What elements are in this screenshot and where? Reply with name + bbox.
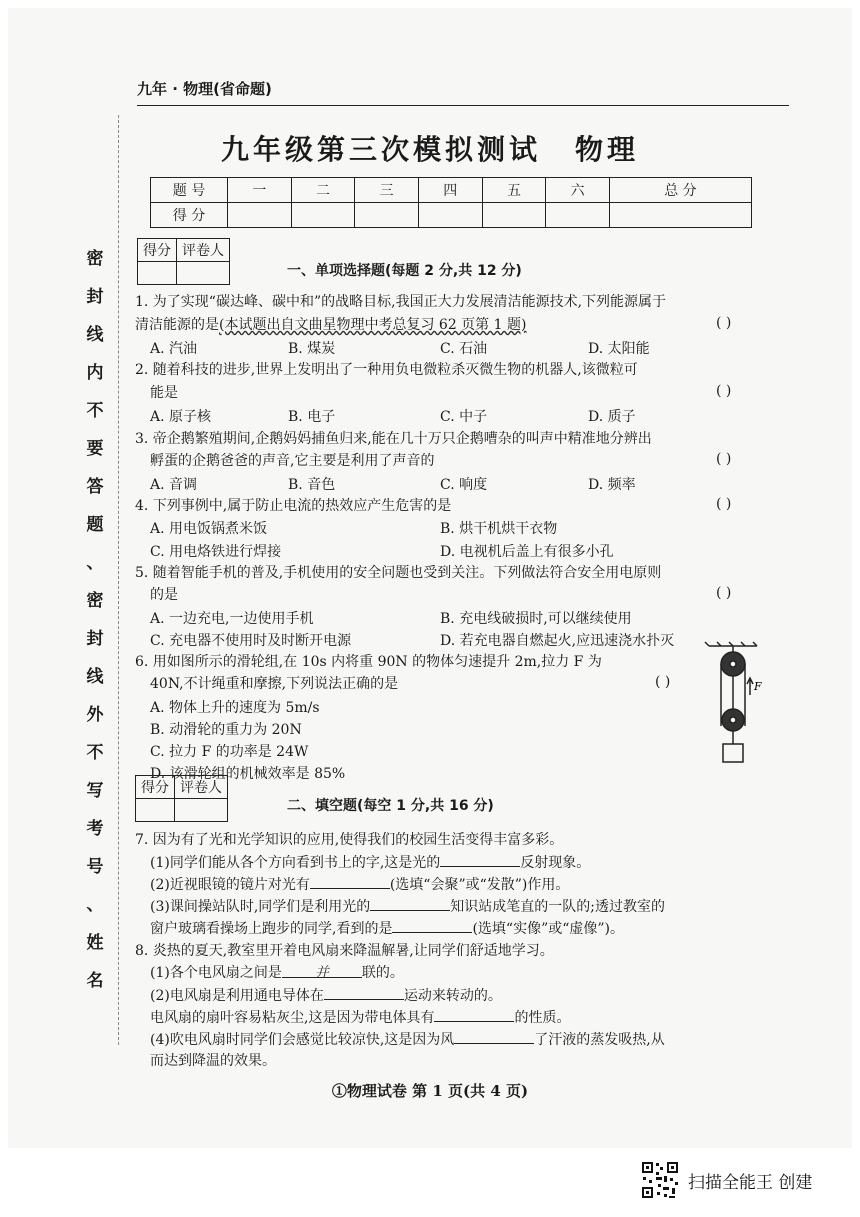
q7-sub3-line2 <box>150 918 624 940</box>
q8-sub3 <box>150 1007 570 1029</box>
q1-stem-line1: 1. 为了实现“碳达峰、碳中和”的战略目标,我国正大力发展清洁能源技术,下列能源属于 <box>135 294 667 310</box>
answer-parentheses[interactable]: ( ) <box>716 315 732 331</box>
q8-sub3-text: 电风扇的扇叶容易粘灰尘,这是因为带电体具有 <box>150 1010 435 1026</box>
score-cell: 六 <box>546 178 610 203</box>
score-input-cell[interactable] <box>482 203 546 228</box>
q8-blank-3[interactable] <box>434 1007 514 1022</box>
seal-char: 不 <box>86 743 104 763</box>
q8-sub4-line2: 而达到降温的效果。 <box>150 1053 276 1069</box>
scorebox-score-input[interactable] <box>136 799 175 822</box>
q1-stem-text: 清洁能源的是 <box>135 317 219 333</box>
q5-option-a[interactable]: A. 一边充电,一边使用手机 <box>150 611 314 627</box>
force-label: F <box>754 680 762 693</box>
q8-blank-4[interactable] <box>454 1029 534 1044</box>
score-cell: 题 号 <box>151 178 228 203</box>
q2-option-c[interactable]: C. 中子 <box>440 409 488 425</box>
q7-sub1 <box>150 852 590 874</box>
seal-char: 封 <box>86 629 104 649</box>
q7-sub3 <box>150 896 665 918</box>
seal-char: 考 <box>86 819 104 839</box>
scorebox-score-input[interactable] <box>138 262 177 285</box>
q7-blank-3[interactable] <box>370 896 450 911</box>
q4-option-d[interactable]: D. 电视机后盖上有很多小孔 <box>440 544 614 560</box>
weight-block <box>723 744 743 762</box>
fixed-pulley-axle <box>730 661 736 667</box>
q2-stem-line2: 能是 <box>150 385 178 401</box>
scanner-watermark <box>640 1160 812 1200</box>
seal-char: 名 <box>86 971 104 991</box>
answer-parentheses[interactable]: ( ) <box>716 451 732 467</box>
q1-stem-line2 <box>135 315 526 336</box>
scanner-label: 扫描全能王 创建 <box>688 1172 813 1193</box>
seal-char: 、 <box>86 895 104 915</box>
scorebox-grader-label: 评卷人 <box>175 776 228 799</box>
scorebox-grader-label: 评卷人 <box>177 239 230 262</box>
score-cell: 三 <box>355 178 419 203</box>
seal-char: 封 <box>86 287 104 307</box>
paper-header: 九年 · 物理(省命题) <box>137 80 272 98</box>
seal-char: 线 <box>86 667 104 687</box>
score-cell: 一 <box>228 178 292 203</box>
q7-sub2 <box>150 874 569 896</box>
seal-char: 内 <box>86 363 104 383</box>
q4-option-c[interactable]: C. 用电烙铁进行焊接 <box>150 544 282 560</box>
q8-sub4-tail: 了汗液的蒸发吸热,从 <box>534 1032 665 1048</box>
q8-sub1 <box>150 963 404 984</box>
scorebox-grader-input[interactable] <box>175 799 228 822</box>
seal-char: 号 <box>86 857 104 877</box>
score-table <box>150 177 752 228</box>
q1-option-a[interactable]: A. 汽油 <box>150 341 198 357</box>
movable-pulley-axle <box>730 717 736 723</box>
section1-scorebox <box>137 238 230 285</box>
q6-stem-line1: 6. 用如图所示的滑轮组,在 10s 内将重 90N 的物体匀速提升 2m,拉力 F 为 <box>135 654 602 670</box>
q6-option-b[interactable]: B. 动滑轮的重力为 20N <box>150 722 302 738</box>
q3-stem-line2: 孵蛋的企鹅爸爸的声音,它主要是利用了声音的 <box>150 453 435 469</box>
score-input-cell[interactable] <box>418 203 482 228</box>
score-cell: 四 <box>418 178 482 203</box>
q6-option-a[interactable]: A. 物体上升的速度为 5m/s <box>150 700 320 716</box>
q8-blank-2[interactable] <box>324 985 404 1000</box>
q5-option-c[interactable]: C. 充电器不使用时及时断开电源 <box>150 633 352 649</box>
q8-sub4-text: (4)吹电风扇时同学们会感觉比较凉快,这是因为风 <box>150 1032 455 1048</box>
section1-title: 一、单项选择题(每题 2 分,共 12 分) <box>287 263 522 279</box>
q4-stem-line1: 4. 下列事例中,属于防止电流的热效应产生危害的是 <box>135 498 452 514</box>
score-input-cell[interactable] <box>546 203 610 228</box>
answer-parentheses[interactable]: ( ) <box>716 585 732 601</box>
score-table-score-row <box>151 203 752 228</box>
q8-sub2 <box>150 985 502 1007</box>
q1-option-b[interactable]: B. 煤炭 <box>288 341 336 357</box>
answer-parentheses[interactable]: ( ) <box>716 383 732 399</box>
q8-stem: 8. 炎热的夏天,教室里开着电风扇来降温解暑,让同学们舒适地学习。 <box>135 943 554 959</box>
q6-option-d[interactable]: D. 该滑轮组的机械效率是 85% <box>150 766 346 782</box>
ceiling-hatch <box>705 642 709 646</box>
q2-stem-line1: 2. 随着科技的进步,世界上发明出了一种用负电微粒杀灭微生物的机器人,该微粒可 <box>135 362 638 378</box>
q8-sub1-text: (1)各个电风扇之间是 <box>150 965 282 981</box>
q8-sub4 <box>150 1029 665 1051</box>
scorebox-score-label: 得分 <box>138 239 177 262</box>
q2-option-d[interactable]: D. 质子 <box>588 409 636 425</box>
q5-stem-line1: 5. 随着智能手机的普及,手机使用的安全问题也受到关注。下列做法符合安全用电原则 <box>135 565 662 581</box>
q7-sub1-tail: 反射现象。 <box>520 855 591 871</box>
q7-sub2-tail: (选填“会聚”或“发散”)作用。 <box>389 877 570 893</box>
q7-blank-2[interactable] <box>310 874 390 889</box>
q8-sub2-text: (2)电风扇是利用通电导体在 <box>150 988 324 1004</box>
q8-sub2-tail: 运动来转动的。 <box>403 988 502 1004</box>
seal-char: 外 <box>86 705 104 725</box>
exam-title <box>0 128 860 168</box>
seal-char: 要 <box>86 439 104 459</box>
q7-stem: 7. 因为有了光和光学知识的应用,使得我们的校园生活变得丰富多彩。 <box>135 832 564 848</box>
score-input-cell[interactable] <box>609 203 751 228</box>
scorebox-score-label: 得分 <box>136 776 175 799</box>
seal-char: 写 <box>86 781 104 801</box>
q7-sub2-text: (2)近视眼镜的镜片对光有 <box>150 877 310 893</box>
seal-char: 不 <box>86 401 104 421</box>
seal-line <box>118 115 119 1045</box>
seal-char: 线 <box>86 325 104 345</box>
q4-option-b[interactable]: B. 烘干机烘干衣物 <box>440 521 558 537</box>
q7-sub3-text2: 窗户玻璃看操场上跑步的同学,看到的是 <box>150 921 393 937</box>
q8-sub1-tail: 联的。 <box>361 965 404 981</box>
q3-option-b[interactable]: B. 音色 <box>288 477 336 493</box>
q2-option-a[interactable]: A. 原子核 <box>150 409 212 425</box>
seal-char: 密 <box>86 591 104 611</box>
score-input-cell[interactable] <box>291 203 355 228</box>
score-table-header-row <box>151 178 752 203</box>
score-cell: 总 分 <box>609 178 751 203</box>
score-input-cell[interactable] <box>228 203 292 228</box>
q5-option-d[interactable]: D. 若充电器自燃起火,应迅速浇水扑灭 <box>440 633 675 649</box>
page-footer: ①物理试卷 第 1 页(共 4 页) <box>331 1082 529 1100</box>
q7-sub3-tail2: (选填“实像”或“虚像”)。 <box>472 921 625 937</box>
q3-option-d[interactable]: D. 频率 <box>588 477 636 493</box>
q3-stem-line1: 3. 帝企鹅繁殖期间,企鹅妈妈捕鱼归来,能在几十万只企鹅嘈杂的叫声中精准地分辨出 <box>135 431 652 447</box>
q8-blank-1[interactable]: 并 <box>282 963 362 978</box>
q3-option-c[interactable]: C. 响度 <box>440 477 488 493</box>
q6-option-c[interactable]: C. 拉力 F 的功率是 24W <box>150 744 309 760</box>
q7-sub3-text: (3)课间操站队时,同学们是利用光的 <box>150 899 371 915</box>
title-main: 九年级第三次模拟测试 <box>220 133 541 166</box>
pulley-figure <box>703 640 763 770</box>
seal-char: 、 <box>86 553 104 573</box>
title-subject: 物理 <box>575 133 640 166</box>
score-cell: 二 <box>291 178 355 203</box>
q5-option-b[interactable]: B. 充电线破损时,可以继续使用 <box>440 611 632 627</box>
q1-option-d[interactable]: D. 太阳能 <box>588 341 650 357</box>
q7-blank-1[interactable] <box>440 852 520 867</box>
score-cell: 得 分 <box>151 203 228 228</box>
q4-option-a[interactable]: A. 用电饭锅煮米饭 <box>150 521 268 537</box>
seal-char: 答 <box>86 477 104 497</box>
q7-sub3-tail: 知识站成笔直的一队的;透过教室的 <box>450 899 665 915</box>
section2-scorebox <box>135 775 228 822</box>
q2-option-b[interactable]: B. 电子 <box>288 409 336 425</box>
seal-char: 题 <box>86 515 104 535</box>
q1-option-c[interactable]: C. 石油 <box>440 341 488 357</box>
seal-char: 密 <box>86 249 104 269</box>
answer-parentheses[interactable]: ( ) <box>716 496 732 512</box>
seal-line-notice <box>80 240 110 1000</box>
scorebox-grader-input[interactable] <box>177 262 230 285</box>
section2-title: 二、填空题(每空 1 分,共 16 分) <box>287 798 494 814</box>
score-input-cell[interactable] <box>355 203 419 228</box>
q7-sub1-text: (1)同学们能从各个方向看到书上的字,这是光的 <box>150 855 441 871</box>
q5-stem-line2: 的是 <box>150 587 178 603</box>
qr-code-icon <box>640 1160 680 1200</box>
q1-source-note: (本试题出自文曲星物理中考总复习 62 页第 1 题) <box>219 317 527 333</box>
seal-char: 姓 <box>86 933 104 953</box>
answer-parentheses[interactable]: ( ) <box>655 674 671 690</box>
score-cell: 五 <box>482 178 546 203</box>
q6-stem-line2: 40N,不计绳重和摩擦,下列说法正确的是 <box>150 676 399 692</box>
q7-blank-4[interactable] <box>392 918 472 933</box>
q8-sub3-tail: 的性质。 <box>514 1010 571 1026</box>
q3-option-a[interactable]: A. 音调 <box>150 477 198 493</box>
header-rule <box>137 105 789 106</box>
